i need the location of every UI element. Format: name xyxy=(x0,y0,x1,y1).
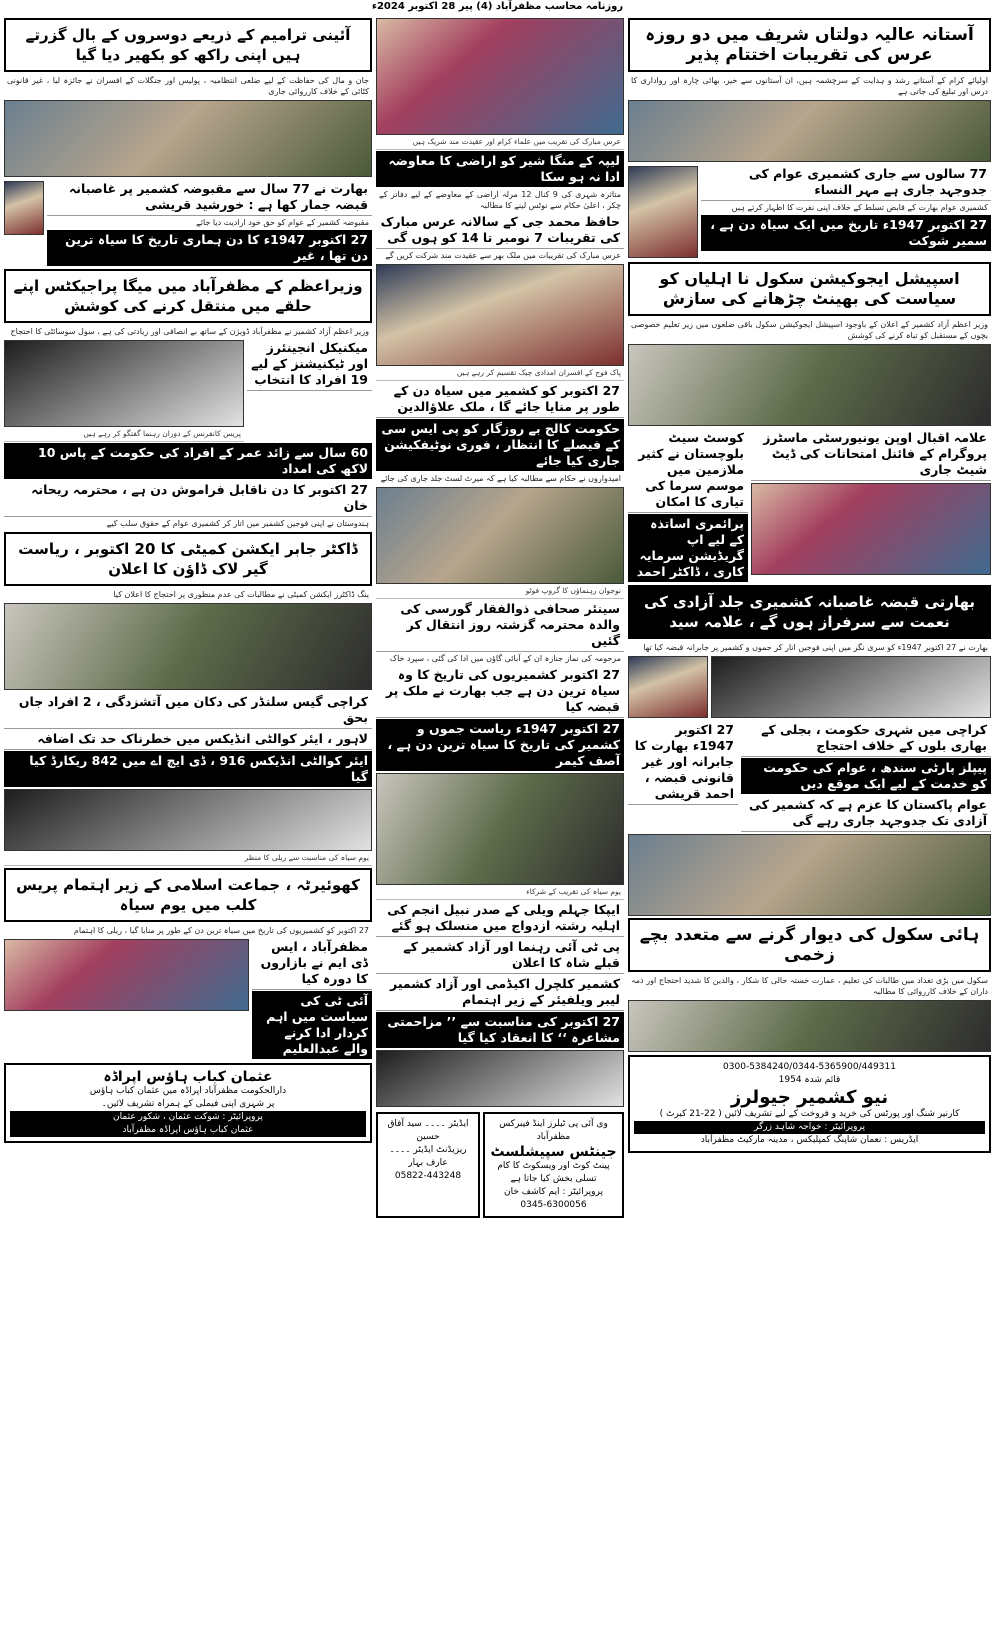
ad-line: کارنیر شنگ اور پورٹس کی خرید و فروخت کے لیے تشریف لائیں ( 22-21 کیرٹ ) xyxy=(659,1109,960,1119)
news-photo xyxy=(628,100,991,162)
story-row xyxy=(628,164,991,260)
ad-owner: پروپرائیٹر : خواجہ شاہد زرگر xyxy=(634,1121,985,1134)
story-headline: 27 اکتوبر 1947ء کا دن ہماری تاریخ کا سیاہ ترین دن تھا ، غیر xyxy=(47,230,372,266)
story-body: عرس مبارک کی تقریبات میں ملک بھر سے عقیدت مند شرکت کریں گے xyxy=(385,251,621,260)
story-row xyxy=(4,179,372,267)
ad-title: عثمان کباب ہاؤس اپراڈہ xyxy=(103,1069,273,1085)
right-column xyxy=(628,16,991,1156)
news-photo xyxy=(4,100,372,177)
ad-owner: پروپرائیٹر : ایم کاشف خان xyxy=(504,1187,603,1197)
story-headline: ایپکا جہلم ویلی کے صدر نبیل انجم کی اہلیہ رشتہ ازدواج میں منسلک ہو گئے xyxy=(376,900,624,937)
story-headline: کراچی میں شہری حکومت ، بجلی کے بھاری بلوں کے خلاف احتجاج xyxy=(741,720,991,757)
ad-title: جینٹس سپیشلسٹ xyxy=(490,1144,617,1160)
news-photo xyxy=(376,773,624,885)
tailor-ad xyxy=(483,1112,624,1218)
story-row xyxy=(628,720,991,832)
editorial-box xyxy=(376,1112,480,1218)
photo-caption: عرس مبارک کی تقریب میں علماء کرام اور عقیدت مند شریک ہیں xyxy=(376,137,624,150)
story-headline: پیپلز پارٹی سندھ ، عوام کی حکومت کو خدمت کے لیے ایک موقع دیں xyxy=(741,758,991,794)
news-photo xyxy=(4,603,372,690)
headline-banner: ڈاکٹر جابر ایکشن کمیٹی کا 20 اکتوبر ، ریاست گیر لاک ڈاؤن کا اعلان xyxy=(4,532,372,586)
news-photo xyxy=(751,483,991,575)
ad-since: قائم شدہ 1954 xyxy=(778,1075,841,1085)
story-headline: عوام پاکستان کا عزم ہے کہ کشمیر کی آزادی تک جدوجہد جاری رہے گی xyxy=(741,795,991,832)
ad-owner: پروپرائیٹر : شوکت عثمان ، شکور عثمان xyxy=(10,1111,366,1124)
story-headline: ایئر کوالٹی انڈیکس 916 ، ڈی ایچ اے میں 842 ریکارڈ کیا گیا xyxy=(4,751,372,787)
photo-caption: پاک فوج کے افسران امدادی چیک تقسیم کر رہے ہیں xyxy=(376,368,624,381)
middle-column xyxy=(376,16,624,1221)
resident-editor-line: ریزیڈنٹ ایڈیٹر ۔۔۔۔ عارف بہار xyxy=(389,1145,467,1168)
story-row xyxy=(4,937,372,1060)
story-body: اولیائے کرام کے آستانے رشد و ہدایت کے سرچشمہ ہیں، ان آستانوں سے خیر، بھائی چارہ اور رواداری کا درس اور تبلیغ کی جاتی ہے xyxy=(631,76,988,96)
ad-text: پینٹ کوٹ اور ویسکوٹ کا کام تسلی بخش کیا جاتا ہے xyxy=(497,1161,610,1184)
photo-caption: یوم سیاہ کی مناسبت سے ریلی کا منظر xyxy=(4,853,372,866)
news-photo xyxy=(376,1050,624,1107)
editorial-phones: 05822-443248 xyxy=(394,1171,462,1181)
headline-banner: وزیراعظم کے مظفرآباد میں میگا پراجیکٹس اپنے حلقے میں منتقل کرنے کی کوشش xyxy=(4,269,372,323)
left-column xyxy=(4,16,372,1146)
story-headline: 27 اکتوبر کی مناسبت سے ’’ مزاحمتی مشاعرہ ‘‘ کا انعقاد کیا گیا xyxy=(376,1012,624,1048)
story-body: سکول میں بڑی تعداد میں طالبات کی تعلیم ، عمارت خستہ حالی کا شکار ، والدین کا شدید احتجاج اور ذمہ داران کے خلاف کارروائی کا مطالبہ xyxy=(631,976,988,996)
news-photo xyxy=(628,344,991,426)
headline-banner: آستانہ عالیہ دولتاں شریف میں دو روزہ عرس کی تقریبات اختتام پذیر xyxy=(628,18,991,72)
headline-banner: کھوئیرٹہ ، جماعت اسلامی کے زیر اہتمام پریس کلب میں یوم سیاہ xyxy=(4,868,372,922)
headline-banner: ہائی سکول کی دیوار گرنے سے متعدد بچے زخمی xyxy=(628,918,991,972)
ad-row xyxy=(376,1109,624,1221)
headline-banner: اسپیشل ایجوکیشن سکول نا اہلیاں کو سیاست کی بھینٹ چڑھانے کی سازش xyxy=(628,262,991,316)
story-headline: سینئر صحافی ذوالفقار گورسی کی والدہ محترمہ گزشتہ روز انتقال کر گئیں xyxy=(376,599,624,652)
photo-caption: یوم سیاہ کی تقریب کے شرکاء xyxy=(376,887,624,900)
story-headline: حافظ محمد جی کے سالانہ عرس مبارک کی تقریبات 7 نومبر تا 14 کو ہوں گی xyxy=(376,212,624,249)
news-photo xyxy=(628,1000,991,1052)
story-body: مرحومہ کی نماز جنازہ ان کے آبائی گاؤں میں ادا کی گئی ، سپرد خاک xyxy=(389,654,621,663)
news-photo xyxy=(628,834,991,916)
story-headline: 27 اکتوبر 1947ء ریاست جموں و کشمیر کی تاریخ کا سیاہ ترین دن ہے ، آصف کیمر xyxy=(376,719,624,771)
story-headline: بھارت نے 77 سال سے مقبوضہ کشمیر پر غاصبانہ قبضہ جمار کھا ہے : خورشید قریشی xyxy=(47,179,372,216)
story-body: امیدواروں نے حکام سے مطالبہ کیا ہے کہ میرٹ لسٹ جلد جاری کی جائے xyxy=(380,474,621,483)
photo-caption: نوجوان رہنماؤں کا گروپ فوٹو xyxy=(376,586,624,599)
story-headline: کوسٹ سیٹ بلوچستان نے کثیر ملازمین میں موسم سرما کی تیاری کا امکان xyxy=(628,428,748,513)
news-photo xyxy=(376,18,624,135)
story-headline: 60 سال سے زائد عمر کے افراد کی حکومت کے پاس 10 لاکھ کی امداد xyxy=(4,443,372,479)
editor-line: ایڈیٹر ۔۔۔۔ سید آفاق حسین xyxy=(387,1119,469,1142)
portrait-photo xyxy=(628,166,698,258)
story-headline: حکومت کالج بے روزگار کو پی ایس سی کے فیصلے کا انتظار ، فوری نوٹیفکیشن جاری کیا جائے xyxy=(376,419,624,471)
story-headline: لیپہ کے منگا شیر کو اراضی کا معاوضہ ادا نہ ہو سکا xyxy=(376,151,624,187)
news-photo xyxy=(376,264,624,366)
story-headline: پی ٹی آئی رہنما اور آزاد کشمیر کے قبلے شاہ کا اعلان xyxy=(376,937,624,974)
news-photo xyxy=(4,340,244,427)
ad-title: نیو کشمیر جیولرز xyxy=(730,1087,889,1108)
story-body: مقبوضہ کشمیر کے عوام کو حق خود ارادیت دیا جائے xyxy=(196,218,369,227)
story-headline: کشمیر کلچرل اکیڈمی اور آزاد کشمیر لیبر ویلفیئر کے زیر اہتمام xyxy=(376,974,624,1011)
jewelers-ad xyxy=(628,1055,991,1153)
story-headline: 77 سالوں سے جاری کشمیری عوام کی جدوجہد جاری ہے مہر النساء xyxy=(701,164,991,201)
story-headline: کراچی گیس سلنڈر کی دکان میں آتشزدگی ، 2 افراد جاں بحق xyxy=(4,692,372,729)
ad-phones: 0300-5384240/0344-5365900/449311 xyxy=(723,1062,896,1072)
story-body: ہندوستان نے اپنی فوجیں کشمیر میں اتار کر کشمیری عوام کے حقوق سلب کیے xyxy=(106,519,369,528)
ad-address: ایڈریس : نعمان شاپنگ کمپلیکس ، مدینہ مارکیٹ مظفرآباد xyxy=(700,1135,919,1145)
story-row xyxy=(4,338,372,442)
story-body: وزیر اعظم آزاد کشمیر کے اعلان کے باوجود اسپیشل ایجوکیشن سکول باقی ضلعوں میں زیر تعلیم خصوصی بچوں کے مستقبل کو تباہ کرنے کی کوشش xyxy=(631,320,988,340)
story-body: 27 اکتوبر کو کشمیریوں کی تاریخ میں سیاہ ترین دن کے طور پر منایا گیا ، ریلی کا اہتمام xyxy=(73,926,369,935)
kabab-house-ad xyxy=(4,1063,372,1143)
ad-brand: وی آئی پی ٹیلرز اینڈ فیبرکس مظفرآباد xyxy=(499,1119,608,1142)
story-headline: 27 اکتوبر 1947ء تاریخ میں ایک سیاہ دن ہے ، سمیر شوکت xyxy=(701,215,991,251)
ad-line: پر شہری اپنی فیملی کے ہمراہ تشریف لائیں۔ xyxy=(101,1099,275,1109)
story-body: وزیر اعظم آزاد کشمیر نے مظفرآباد ڈویژن کے ساتھ بے انصافی اور زیادتی کی ہے ، سول سوسائٹی کا احتجاج xyxy=(10,327,369,336)
story-headline: 27 اکتوبر کو کشمیر میں سیاہ دن کے طور پر منایا جائے گا ، ملک علاؤالدین xyxy=(376,381,624,418)
story-headline: میکنیکل انجینئرز اور ٹیکنیشنز کے لیے 19 افراد کا انتخاب xyxy=(247,338,372,391)
news-photo xyxy=(711,656,991,718)
story-headline: 27 اکتوبر 1947ء بھارت کا جابرانہ اور غیر قانونی قبضہ ، احمد قریشی xyxy=(628,720,738,805)
headline-banner: بھارتی قبضہ غاصبانہ کشمیری جلد آزادی کی نعمت سے سرفراز ہوں گے ، علامہ سید xyxy=(628,585,991,639)
portrait-photo xyxy=(4,181,44,235)
story-row xyxy=(628,428,991,583)
story-headline: آئی ٹی کی سیاست میں اہم کردار ادا کرنے والے عبدالعلیم xyxy=(252,991,372,1059)
news-photo xyxy=(4,789,372,851)
photo-caption: پریس کانفرنس کے دوران رہنما گفتگو کر رہے ہیں xyxy=(4,429,244,442)
story-body: جان و مال کی حفاظت کے لیے ضلعی انتظامیہ ، پولیس اور جنگلات کے افسران نے جائزہ لیا ، غیر قانونی کٹائی کے خلاف کارروائی جاری xyxy=(7,76,369,96)
headline-banner: آئینی ترامیم کے ذریعے دوسروں کے بال گزرتے ہیں اپنی راکھ کو بکھیر دیا گیا xyxy=(4,18,372,72)
news-photo xyxy=(376,487,624,584)
story-body: ینگ ڈاکٹرز ایکشن کمیٹی نے مطالبات کی عدم منظوری پر احتجاج کا اعلان کیا xyxy=(113,590,369,599)
story-headline: مظفرآباد ، ایس ڈی ایم نے بازاروں کا دورہ کیا xyxy=(252,937,372,990)
story-headline: علامہ اقبال اوپن یونیورسٹی ماسٹرز پروگرام کے فائنل امتحانات کی ڈیٹ شیٹ جاری xyxy=(751,428,991,481)
story-headline: پرائمری اساتذہ کے لیے اپ گریڈیشن سرمایہ کاری ، ڈاکٹر احمد xyxy=(628,514,748,582)
story-body: متاثرہ شہری کی 9 کنال 12 مرلہ اراضی کے معاوضے کے لیے دفاتر کے چکر ، اعلیٰ حکام سے نوٹس لینے کا مطالبہ xyxy=(379,190,622,210)
story-subhead: کشمیری عوام بھارت کے قابض تسلط کے خلاف اپنی نفرت کا اظہار کرتے ہیں xyxy=(731,203,988,212)
portrait-photo xyxy=(628,656,708,718)
story-body: بھارت نے 27 اکتوبر 1947ء کو سری نگر میں اپنی فوجیں اتار کر جموں و کشمیر پر جابرانہ قبضہ کیا تھا xyxy=(643,643,988,652)
story-headline: 27 اکتوبر کشمیریوں کی تاریخ کا وہ سیاہ ترین دن ہے جب بھارت نے ملک پر قبضہ کیا xyxy=(376,665,624,718)
ad-line: دارالحکومت مظفرآباد اپراڈہ میں عثمان کباب ہاؤس xyxy=(89,1086,287,1096)
story-headline: لاہور ، ایئر کوالٹی انڈیکس میں خطرناک حد تک اضافہ xyxy=(4,729,372,750)
ad-footer: عثمان کباب ہاؤس اپراڈہ مظفرآباد xyxy=(10,1124,366,1137)
news-photo xyxy=(4,939,249,1011)
ad-phone: 0345-6300056 xyxy=(520,1200,587,1210)
story-row xyxy=(628,654,991,720)
story-headline: 27 اکتوبر کا دن ناقابل فراموش دن ہے ، محترمہ ریحانہ خان xyxy=(4,480,372,517)
masthead-dateline: روزنامہ محاسب مظفرآباد (4) پیر 28 اکتوبر 2024ء xyxy=(371,1,624,12)
